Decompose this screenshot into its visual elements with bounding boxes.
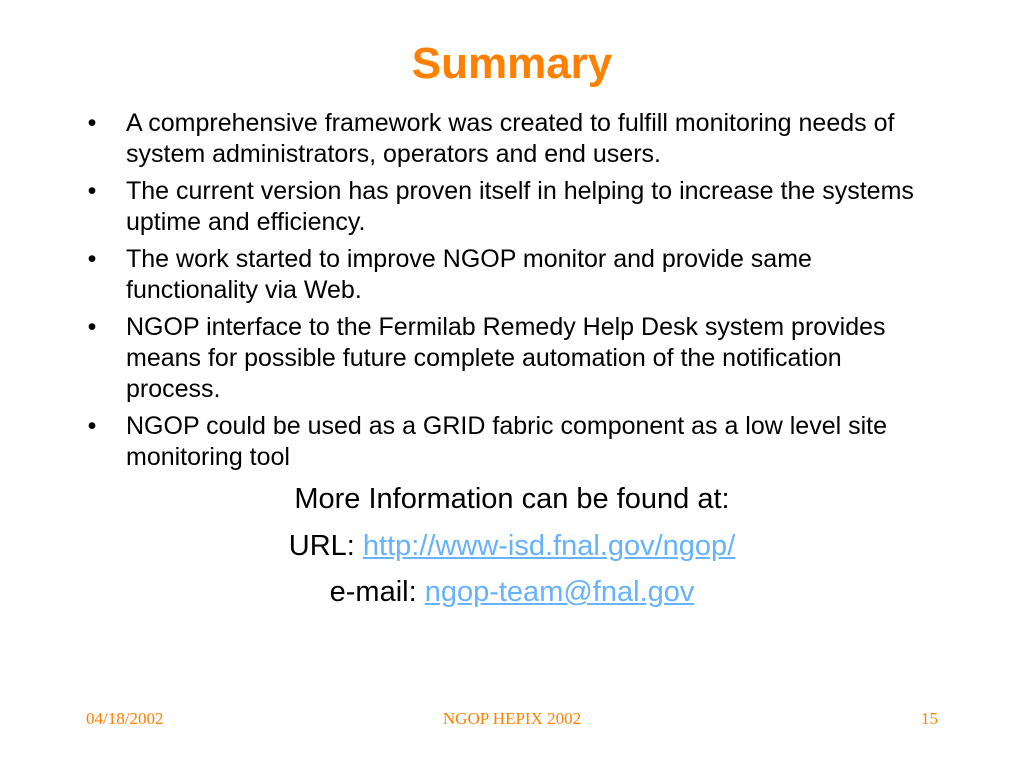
email-label: e-mail: — [329, 576, 425, 608]
bullet-text: A comprehensive framework was created to fulfill monitoring needs of system administrators, operators and end users. — [126, 109, 895, 168]
bullet-text: The current version has proven itself in helping to increase the systems uptime and efficiency. — [126, 177, 914, 236]
bullet-text: NGOP could be used as a GRID fabric component as a low level site monitoring tool — [126, 412, 888, 471]
bullet-text: The work started to improve NGOP monitor and provide same functionality via Web. — [126, 245, 812, 304]
footer-page-number: 15 — [921, 709, 938, 728]
url-label: URL: — [288, 530, 363, 562]
bullet-text: NGOP interface to the Fermilab Remedy Help Desk system provides means for possible future complete automation of the notification process. — [126, 313, 886, 403]
url-line — [0, 528, 1024, 564]
bullet-list — [82, 108, 942, 479]
more-info-heading: More Information can be found at: — [294, 483, 730, 515]
footer-date: 04/18/2002 — [86, 709, 164, 728]
bullet-item — [82, 108, 942, 170]
url-link[interactable]: http://www-isd.fnal.gov/ngop/ — [362, 530, 736, 562]
bullet-item — [82, 176, 942, 238]
bullet-item — [82, 411, 942, 473]
bullet-item — [82, 244, 942, 306]
bullet-icon: • — [87, 412, 97, 440]
slide-title: Summary — [411, 39, 613, 88]
bullet-icon: • — [87, 177, 97, 205]
footer-title: NGOP HEPIX 2002 — [442, 709, 582, 728]
bullet-icon: • — [87, 245, 97, 273]
bullet-item — [82, 312, 942, 405]
bullet-icon: • — [87, 313, 97, 341]
email-line — [0, 574, 1024, 610]
email-link[interactable]: ngop-team@fnal.gov — [424, 576, 695, 608]
bullet-icon: • — [87, 109, 97, 137]
